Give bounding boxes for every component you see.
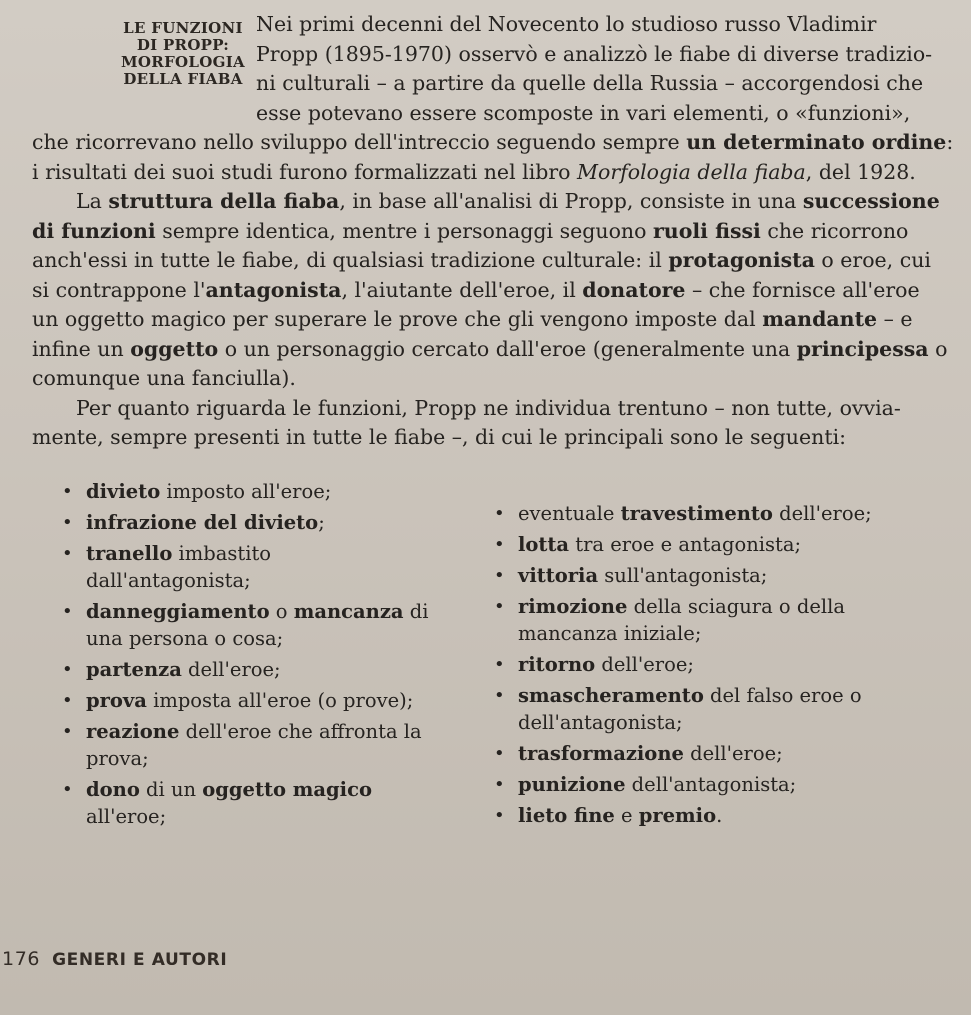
text-line (32, 246, 947, 276)
bold-term: partenza (86, 658, 182, 681)
bold-term: mandante (762, 307, 878, 331)
text-run: si contrappone l' (32, 277, 206, 302)
bold-term: ritorno (518, 653, 596, 676)
text-run: sull'antagonista; (598, 564, 768, 587)
text-run: un oggetto magico per superare le prove che gli vengono imposte dal (32, 307, 763, 331)
text-line: esse potevano essere scomposte in vari elementi, o «funzioni», (256, 100, 911, 125)
list-item (492, 771, 962, 798)
list-item (492, 651, 962, 678)
text-line (32, 158, 947, 188)
text-run: La (76, 189, 109, 213)
text-run: imposta all'eroe (o prove); (146, 689, 414, 712)
bold-term: travestimento (620, 502, 773, 525)
text-run: o (269, 600, 294, 623)
text-run: sempre identica, mentre i personaggi seguono (155, 218, 653, 243)
text-run: mancanza iniziale; (518, 622, 702, 645)
text-run: anch'essi in tutte le fiabe, di qualsiasi tradizione culturale: il (32, 248, 669, 272)
bold-term: di funzioni (32, 218, 156, 243)
text-run: , in base all'analisi di Propp, consiste in una (339, 189, 803, 213)
text-line (32, 305, 947, 335)
bold-term: vittoria (518, 564, 599, 587)
page-number: 176 (2, 948, 41, 970)
text-run: . (716, 804, 723, 827)
text-run: una persona o cosa; (86, 627, 284, 650)
bold-term: reazione (86, 720, 180, 743)
list-item (492, 682, 962, 736)
text-run: del falso eroe o (703, 684, 862, 707)
text-line: mente, sempre presenti in tutte le fiabe –, di cui le principali sono le seguenti: (32, 425, 847, 449)
text-line (32, 187, 947, 217)
list-item (60, 776, 480, 830)
list-item (60, 509, 480, 536)
list-item (60, 478, 480, 505)
text-run: o un personaggio cercato dall'eroe (generalmente una (218, 336, 797, 361)
bold-term: dono (86, 778, 140, 801)
text-run: dell'eroe; (595, 653, 694, 676)
text-run: dell'antagonista; (625, 773, 797, 796)
side-heading-line: MORFOLOGIA (121, 53, 245, 71)
list-item (60, 540, 480, 594)
bold-term: lotta (518, 533, 570, 556)
list-item (492, 593, 962, 647)
bold-term: successione (802, 189, 940, 213)
text-run: tra eroe e antagonista; (569, 533, 802, 556)
text-run: dell'eroe che affronta la (179, 720, 422, 743)
page-footer (2, 948, 227, 970)
text-run: dell'eroe; (181, 658, 281, 681)
text-run: : (946, 130, 954, 154)
list-item (492, 562, 962, 589)
text-run: o eroe, cui (814, 248, 931, 272)
bold-term: punizione (518, 773, 626, 796)
functions-list-right (492, 500, 962, 833)
text-run: di un (139, 778, 203, 801)
bold-term: trasformazione (518, 742, 684, 765)
bold-term: tranello (86, 542, 173, 565)
text-run: i risultati dei suoi studi furono formalizzati nel libro (32, 159, 578, 184)
bold-term: lieto fine (518, 804, 615, 827)
text-line: Propp (1895-1970) osservò e analizzò le fiabe di diverse tradizio- (256, 41, 933, 66)
text-line: comunque una fanciulla). (32, 366, 296, 390)
text-run: e (614, 804, 639, 827)
text-run: o (928, 336, 948, 361)
text-run: della sciagura o della (627, 595, 845, 618)
text-run: dall'antagonista; (86, 569, 251, 592)
text-run: infine un (32, 336, 131, 361)
list-item (492, 500, 962, 527)
book-title: Morfologia della fiaba (577, 159, 806, 184)
text-run: , del 1928. (805, 159, 916, 184)
list-item (60, 687, 480, 714)
bold-term: divieto (86, 480, 161, 503)
side-heading-line: DELLA FIABA (123, 70, 243, 88)
section-title: GENERI E AUTORI (52, 950, 228, 970)
list-item (60, 656, 480, 683)
text-run: – e (877, 307, 913, 331)
text-line: ni culturali – a partire da quelle della Russia – accorgendosi che (256, 71, 924, 95)
text-run: imbastito (172, 542, 272, 565)
side-heading-line: LE FUNZIONI (123, 19, 243, 37)
bold-term: premio (638, 804, 717, 827)
bold-term: infrazione del divieto (86, 511, 319, 534)
text-run: di (403, 600, 429, 623)
bold-term: antagonista (205, 277, 342, 302)
text-line: Nei primi decenni del Novecento lo studioso russo Vladimir (256, 12, 877, 36)
side-heading-line: DI PROPP: (136, 36, 230, 54)
text-run: , l'aiutante dell'eroe, il (341, 277, 583, 302)
bold-term: protagonista (668, 248, 815, 272)
list-item (60, 718, 480, 772)
text-line (32, 217, 947, 247)
list-item (492, 531, 962, 558)
text-run: eventuale (518, 502, 621, 525)
text-line (32, 335, 947, 365)
bold-term: struttura della fiaba (108, 189, 340, 213)
bold-term: un determinato ordine (686, 130, 947, 154)
bold-term: prova (86, 689, 147, 712)
bold-term: mancanza (293, 600, 404, 623)
paragraph-intro (32, 10, 954, 453)
text-run: – che fornisce all'eroe (685, 277, 920, 302)
text-run: prova; (86, 747, 149, 770)
text-run: dell'eroe; (772, 502, 872, 525)
bold-term: oggetto magico (202, 778, 372, 801)
text-run: dell'eroe; (683, 742, 783, 765)
bold-term: smascheramento (518, 684, 704, 707)
text-line: Per quanto riguarda le funzioni, Propp ne individua trentuno – non tutte, ovvia- (76, 395, 901, 420)
functions-list-left (60, 478, 480, 834)
list-item (60, 598, 480, 652)
text-line (32, 276, 947, 306)
text-run: che ricorrevano nello sviluppo dell'intreccio seguendo sempre (32, 130, 687, 154)
list-item (492, 802, 962, 829)
text-run: che ricorrono (760, 218, 909, 243)
list-item (492, 740, 962, 767)
text-run: imposto all'eroe; (160, 480, 332, 503)
text-run: ; (318, 511, 325, 534)
bold-term: principessa (796, 336, 929, 361)
bold-term: rimozione (518, 595, 628, 618)
bold-term: oggetto (130, 336, 219, 361)
bold-term: danneggiamento (86, 600, 270, 623)
text-run: all'eroe; (86, 805, 167, 828)
text-run: dell'antagonista; (518, 711, 683, 734)
text-line (32, 128, 954, 158)
bold-term: ruoli fissi (652, 218, 761, 243)
bold-term: donatore (582, 277, 686, 302)
